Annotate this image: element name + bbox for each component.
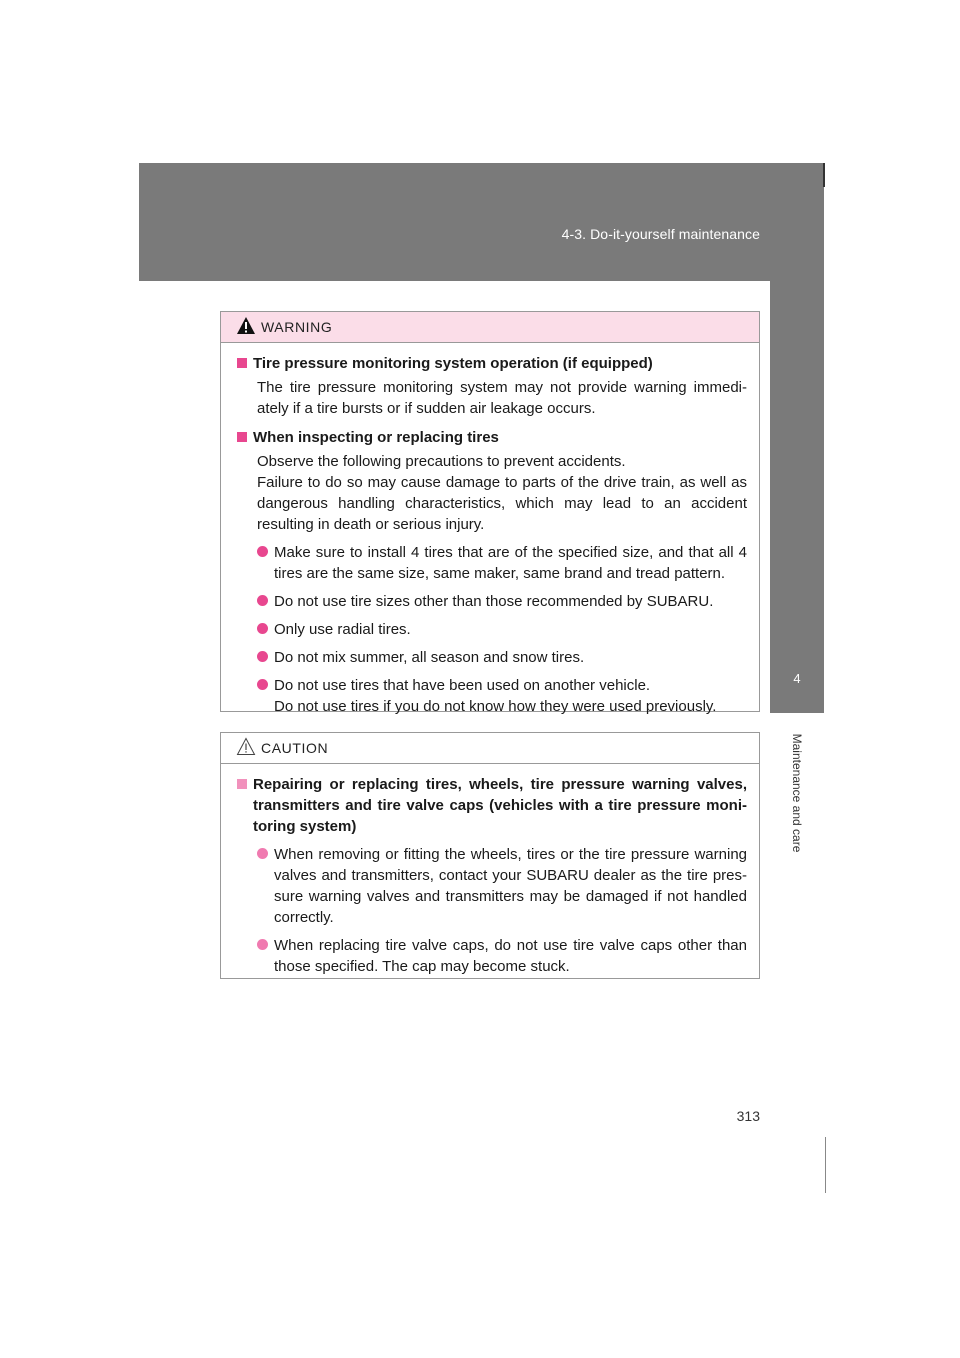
chapter-number: 4 bbox=[793, 671, 801, 686]
chapter-label bbox=[770, 713, 824, 873]
circle-bullet-icon bbox=[257, 546, 268, 557]
list-item: When replacing tire valve caps, do not use tire valve caps other than those specified. The cap may become stuck. bbox=[237, 935, 747, 977]
circle-bullet-icon bbox=[257, 651, 268, 662]
caution-header bbox=[221, 733, 759, 764]
circle-bullet-icon bbox=[257, 623, 268, 634]
caution-body bbox=[221, 764, 759, 987]
list-item: When removing or fitting the wheels, tires or the tire pressure warning valves and transmitters, contact your SUBARU dealer as the tire pres- sure warning valves and transmitters may be damaged if not handled correctly. bbox=[237, 844, 747, 928]
square-bullet-icon bbox=[237, 358, 247, 368]
chapter-tab bbox=[770, 643, 824, 713]
warning-box bbox=[220, 311, 760, 715]
side-tab-strip bbox=[770, 281, 824, 643]
page-number: 313 bbox=[736, 1108, 760, 1124]
list-item: Only use radial tires. bbox=[237, 619, 747, 640]
square-bullet-icon bbox=[237, 432, 247, 442]
list-item: Do not mix summer, all season and snow tires. bbox=[237, 647, 747, 668]
square-bullet-icon bbox=[237, 779, 247, 789]
caution-section-title: Repairing or replacing tires, wheels, tire pressure warning valves, transmitters and tire valve caps (vehicles with a tire pressure moni- toring system) bbox=[237, 774, 747, 837]
paragraph: Observe the following precautions to prevent accidents. bbox=[257, 453, 626, 470]
warning-section-title: Tire pressure monitoring system operation (if equipped) bbox=[237, 353, 747, 374]
warning-body bbox=[221, 343, 759, 727]
warning-section-title: When inspecting or replacing tires bbox=[237, 427, 747, 448]
circle-bullet-icon bbox=[257, 679, 268, 690]
list-item: Do not use tires that have been used on another vehicle. Do not use tires if you do not know how they were used previously. bbox=[237, 675, 747, 717]
list-item: Make sure to install 4 tires that are of the specified size, and that all 4 tires are the same size, same maker, same brand and tread pattern. bbox=[237, 542, 747, 584]
list-item: Do not use tire sizes other than those recommended by SUBARU. bbox=[237, 591, 747, 612]
caution-box bbox=[220, 732, 760, 979]
warning-label: WARNING bbox=[261, 319, 333, 335]
paragraph: The tire pressure monitoring system may not provide warning immedi- ately if a tire bursts or if sudden air leakage occurs. bbox=[257, 379, 747, 417]
caution-icon bbox=[236, 737, 256, 756]
circle-bullet-icon bbox=[257, 595, 268, 606]
circle-bullet-icon bbox=[257, 939, 268, 950]
caution-label: CAUTION bbox=[261, 740, 329, 756]
section-title: 4-3. Do-it-yourself maintenance bbox=[561, 226, 760, 242]
paragraph: Failure to do so may cause damage to parts of the drive train, as well as dangerous handling characteristics, which may lead to an accident resulting in death or serious injury. bbox=[257, 474, 747, 533]
warning-header bbox=[221, 312, 759, 343]
warning-icon bbox=[236, 316, 256, 335]
circle-bullet-icon bbox=[257, 848, 268, 859]
header-band bbox=[139, 163, 824, 281]
header-tick bbox=[823, 163, 825, 187]
chapter-title: Maintenance and care bbox=[790, 733, 804, 853]
margin-rule bbox=[825, 1137, 826, 1193]
